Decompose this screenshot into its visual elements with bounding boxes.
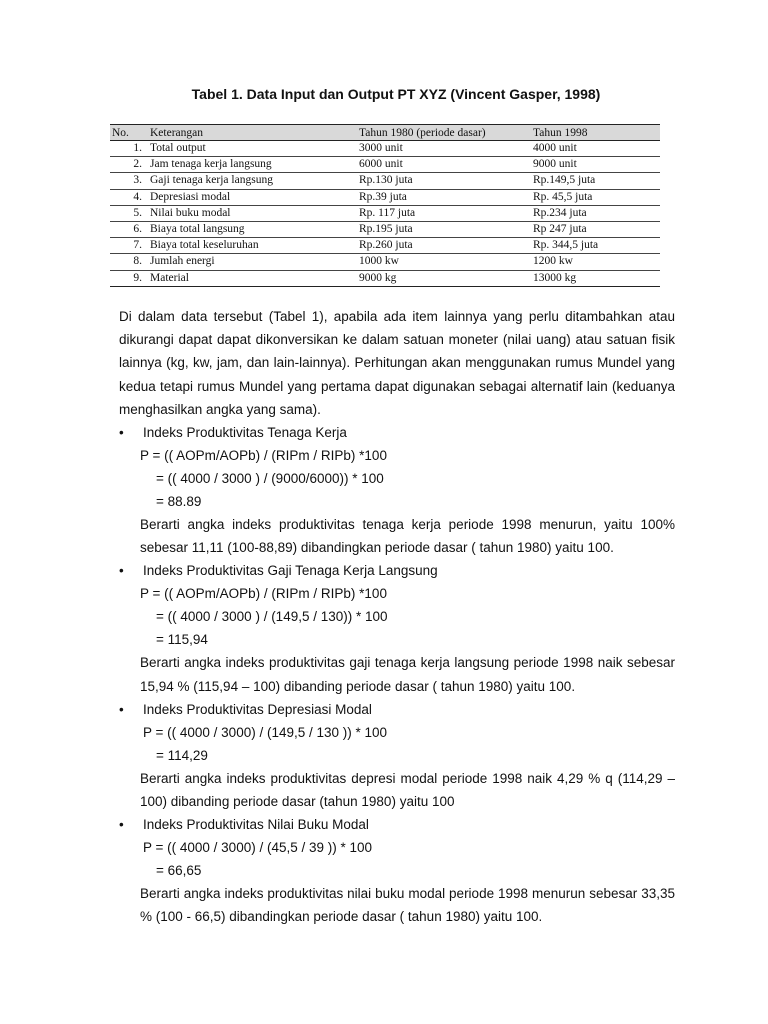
- input-output-table: [110, 124, 660, 287]
- section-heading: [119, 559, 675, 582]
- cell-keterangan: Biaya total langsung: [150, 223, 245, 236]
- section-explanation: Berarti angka indeks produktivitas depresi modal periode 1998 naik 4,29 % q (114,29 – 100) dibanding periode dasar (tahun 1980) yaitu 100: [140, 770, 675, 810]
- section-heading-text: Indeks Produktivitas Depresiasi Modal: [143, 701, 372, 717]
- cell-1980: Rp.260 juta: [359, 239, 413, 252]
- bullet-icon: •: [119, 701, 124, 717]
- cell-no: 6.: [133, 223, 142, 236]
- intro-paragraph: Di dalam data tersebut (Tabel 1), apabila ada item lainnya yang perlu ditambahkan atau dikurangi dapat dapat dikonversikan ke dalam satuan moneter (nilai uang) atau satuan fisik lainnya (kg, kw, jam, dan lain-lainnya). Perhitungan akan menggunakan rumus Mundel yang kedua tetapi rumus Mundel yang pertama dapat digunakan sebagai alternatif lain (keduanya menghasilkan angka yang sama).: [119, 309, 675, 417]
- section-heading: [119, 813, 675, 836]
- cell-keterangan: Material: [150, 271, 189, 284]
- header-1998: Tahun 1998: [531, 125, 660, 141]
- cell-1998: Rp.149,5 juta: [533, 174, 596, 187]
- cell-1998: 1200 kw: [533, 255, 573, 268]
- table-row: [110, 221, 660, 237]
- table-header-row: [110, 125, 660, 141]
- table-row: [110, 157, 660, 173]
- document-body: [119, 305, 675, 929]
- section-explanation: Berarti angka indeks produktivitas tenaga kerja periode 1998 menurun, yaitu 100% sebesar 11,11 (100-88,89) dibandingkan periode dasar ( tahun 1980) yaitu 100.: [140, 517, 675, 556]
- cell-no: 3.: [133, 174, 142, 187]
- cell-keterangan: Nilai buku modal: [150, 206, 231, 219]
- header-1980: Tahun 1980 (periode dasar): [357, 125, 531, 141]
- section-explanation: Berarti angka indeks produktivitas nilai buku modal periode 1998 menurun sebesar 33,35 % (100 - 66,5) dibandingkan periode dasar ( tahun 1980) yaitu 100.: [140, 886, 675, 925]
- section-heading-text: Indeks Produktivitas Tenaga Kerja: [143, 425, 347, 441]
- section-tenaga-kerja: [119, 421, 675, 559]
- header-no: No.: [110, 125, 148, 141]
- cell-1998: 13000 kg: [533, 271, 577, 284]
- cell-1998: Rp 247 juta: [533, 223, 587, 236]
- table-row: [110, 173, 660, 189]
- section-explanation: Berarti angka indeks produktivitas gaji tenaga kerja langsung periode 1998 naik sebesar 15,94 % (115,94 – 100) dibanding periode dasar ( tahun 1980) yaitu 100.: [140, 655, 675, 694]
- cell-no: 9.: [133, 271, 142, 284]
- header-keterangan: Keterangan: [148, 125, 357, 141]
- formula-result: = 66,65: [156, 863, 202, 879]
- formula-line: P = (( 4000 / 3000) / (149,5 / 130 )) * 100: [143, 724, 388, 740]
- bullet-icon: •: [119, 425, 124, 441]
- cell-1980: 3000 unit: [359, 142, 403, 155]
- bullet-icon: •: [119, 563, 124, 579]
- cell-keterangan: Jam tenaga kerja langsung: [150, 158, 272, 171]
- formula-result: = 114,29: [156, 747, 208, 763]
- cell-keterangan: Jumlah energi: [150, 255, 215, 268]
- table-row: [110, 205, 660, 221]
- section-heading-text: Indeks Produktivitas Nilai Buku Modal: [143, 817, 369, 833]
- cell-1998: Rp. 45,5 juta: [533, 190, 593, 203]
- cell-1980: Rp.130 juta: [359, 174, 413, 187]
- cell-no: 7.: [133, 239, 142, 252]
- formula-line: = (( 4000 / 3000 ) / (149,5 / 130)) * 100: [156, 609, 388, 625]
- table-row: [110, 141, 660, 157]
- formula-line: P = (( 4000 / 3000) / (45,5 / 39 )) * 100: [143, 840, 373, 856]
- cell-keterangan: Biaya total keseluruhan: [150, 239, 259, 252]
- section-heading: [119, 421, 675, 444]
- formula-line: P = (( AOPm/AOPb) / (RIPm / RIPb) *100: [140, 448, 387, 464]
- cell-1980: 1000 kw: [359, 255, 399, 268]
- cell-1980: 6000 unit: [359, 158, 403, 171]
- cell-1998: Rp. 344,5 juta: [533, 239, 599, 252]
- formula-line: = (( 4000 / 3000 ) / (9000/6000)) * 100: [156, 471, 384, 487]
- cell-1998: 9000 unit: [533, 158, 577, 171]
- cell-1998: 4000 unit: [533, 142, 577, 155]
- cell-1980: Rp. 117 juta: [359, 206, 416, 219]
- cell-1980: Rp.195 juta: [359, 223, 413, 236]
- cell-keterangan: Gaji tenaga kerja langsung: [150, 174, 273, 187]
- table-row: [110, 238, 660, 254]
- cell-1980: 9000 kg: [359, 271, 397, 284]
- cell-1998: Rp.234 juta: [533, 206, 587, 219]
- table-row: [110, 189, 660, 205]
- section-heading-text: Indeks Produktivitas Gaji Tenaga Kerja Langsung: [143, 563, 438, 579]
- section-gaji-tenaga-kerja: [119, 559, 675, 697]
- cell-1980: Rp.39 juta: [359, 190, 407, 203]
- cell-no: 2.: [133, 158, 142, 171]
- table-row: [110, 270, 660, 286]
- cell-no: 1.: [133, 142, 142, 155]
- formula-result: = 88.89: [156, 494, 202, 510]
- section-heading: [119, 698, 675, 721]
- cell-no: 4.: [133, 190, 142, 203]
- formula-result: = 115,94: [156, 632, 208, 648]
- formula-line: P = (( AOPm/AOPb) / (RIPm / RIPb) *100: [140, 586, 387, 602]
- cell-keterangan: Total output: [150, 142, 206, 155]
- cell-no: 8.: [133, 255, 142, 268]
- section-nilai-buku-modal: [119, 813, 675, 928]
- section-depresiasi-modal: [119, 698, 675, 813]
- cell-no: 5.: [133, 206, 142, 219]
- document-title: Tabel 1. Data Input dan Output PT XYZ (Vincent Gasper, 1998): [191, 86, 601, 102]
- bullet-icon: •: [119, 817, 124, 833]
- cell-keterangan: Depresiasi modal: [150, 190, 231, 203]
- table-row: [110, 254, 660, 270]
